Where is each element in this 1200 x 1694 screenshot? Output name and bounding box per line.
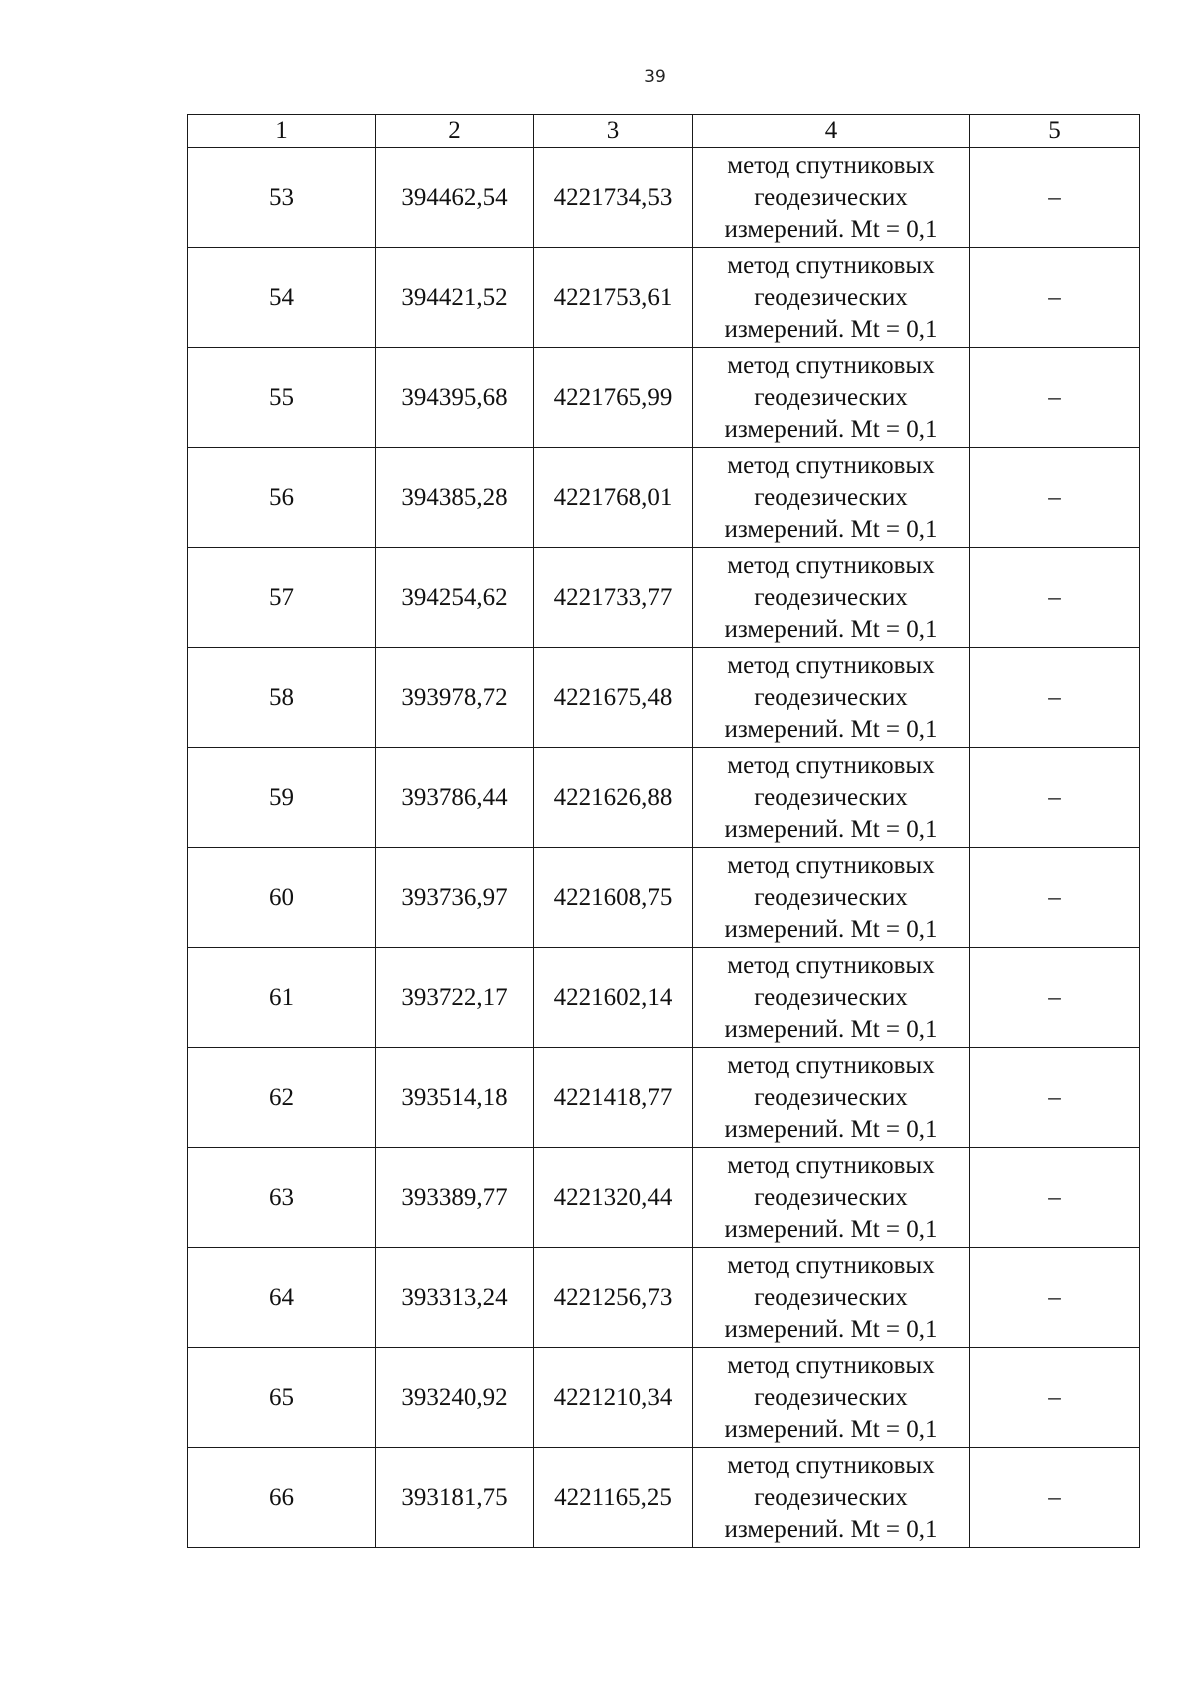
x-coordinate-cell: 393786,44 (376, 748, 534, 848)
method-line: метод спутниковых (727, 451, 935, 479)
y-coordinate-cell: 4221733,77 (534, 548, 693, 648)
method-line: метод спутниковых (727, 251, 935, 279)
point-number-cell: 66 (188, 1448, 376, 1548)
note-cell: – (970, 448, 1140, 548)
table-row (188, 848, 1140, 948)
table-row (188, 148, 1140, 248)
method-line: измерений. Mt = 0,1 (724, 1415, 938, 1443)
point-number-cell: 58 (188, 648, 376, 748)
method-line: метод спутниковых (727, 1251, 935, 1279)
method-cell (693, 748, 970, 848)
method-line: геодезических (754, 183, 908, 211)
method-line: геодезических (754, 1483, 908, 1511)
note-cell: – (970, 348, 1140, 448)
method-line: геодезических (754, 583, 908, 611)
x-coordinate-cell: 394254,62 (376, 548, 534, 648)
method-line: метод спутниковых (727, 751, 935, 779)
method-line: измерений. Mt = 0,1 (724, 515, 938, 543)
method-line: метод спутниковых (727, 1151, 935, 1179)
method-cell (693, 1248, 970, 1348)
table-header (188, 115, 1140, 148)
point-number-cell: 54 (188, 248, 376, 348)
header-col-5: 5 (970, 115, 1140, 148)
method-line: геодезических (754, 1283, 908, 1311)
page-number: 39 (644, 67, 666, 87)
point-number-cell: 53 (188, 148, 376, 248)
y-coordinate-cell: 4221753,61 (534, 248, 693, 348)
x-coordinate-cell: 394385,28 (376, 448, 534, 548)
point-number-cell: 59 (188, 748, 376, 848)
method-line: геодезических (754, 883, 908, 911)
note-cell: – (970, 1048, 1140, 1148)
y-coordinate-cell: 4221608,75 (534, 848, 693, 948)
method-line: геодезических (754, 1183, 908, 1211)
method-line: измерений. Mt = 0,1 (724, 215, 938, 243)
table-body (188, 148, 1140, 1548)
method-cell (693, 948, 970, 1048)
method-line: метод спутниковых (727, 851, 935, 879)
header-col-4: 4 (693, 115, 970, 148)
method-line: метод спутниковых (727, 1051, 935, 1079)
x-coordinate-cell: 393389,77 (376, 1148, 534, 1248)
y-coordinate-cell: 4221626,88 (534, 748, 693, 848)
method-line: метод спутниковых (727, 551, 935, 579)
method-line: геодезических (754, 283, 908, 311)
method-cell (693, 248, 970, 348)
x-coordinate-cell: 393736,97 (376, 848, 534, 948)
method-line: геодезических (754, 1383, 908, 1411)
note-cell: – (970, 1448, 1140, 1548)
x-coordinate-cell: 394421,52 (376, 248, 534, 348)
method-line: измерений. Mt = 0,1 (724, 415, 938, 443)
x-coordinate-cell: 393514,18 (376, 1048, 534, 1148)
y-coordinate-cell: 4221768,01 (534, 448, 693, 548)
method-cell (693, 1448, 970, 1548)
table-row (188, 348, 1140, 448)
method-cell (693, 348, 970, 448)
table-row (188, 648, 1140, 748)
point-number-cell: 64 (188, 1248, 376, 1348)
method-line: метод спутниковых (727, 951, 935, 979)
x-coordinate-cell: 393978,72 (376, 648, 534, 748)
point-number-cell: 56 (188, 448, 376, 548)
table-row (188, 1248, 1140, 1348)
point-number-cell: 61 (188, 948, 376, 1048)
point-number-cell: 55 (188, 348, 376, 448)
method-line: метод спутниковых (727, 1451, 935, 1479)
note-cell: – (970, 748, 1140, 848)
point-number-cell: 57 (188, 548, 376, 648)
method-line: геодезических (754, 1083, 908, 1111)
note-cell: – (970, 1148, 1140, 1248)
y-coordinate-cell: 4221256,73 (534, 1248, 693, 1348)
method-line: метод спутниковых (727, 351, 935, 379)
y-coordinate-cell: 4221320,44 (534, 1148, 693, 1248)
y-coordinate-cell: 4221602,14 (534, 948, 693, 1048)
method-cell (693, 448, 970, 548)
table-row (188, 548, 1140, 648)
table-row (188, 248, 1140, 348)
method-cell (693, 1048, 970, 1148)
method-line: измерений. Mt = 0,1 (724, 1315, 938, 1343)
table-row (188, 1148, 1140, 1248)
method-line: геодезических (754, 983, 908, 1011)
x-coordinate-cell: 394395,68 (376, 348, 534, 448)
header-col-2: 2 (376, 115, 534, 148)
method-cell (693, 1348, 970, 1448)
y-coordinate-cell: 4221165,25 (534, 1448, 693, 1548)
method-cell (693, 548, 970, 648)
table-row (188, 1348, 1140, 1448)
method-line: измерений. Mt = 0,1 (724, 815, 938, 843)
header-col-1: 1 (188, 115, 376, 148)
method-line: метод спутниковых (727, 651, 935, 679)
point-number-cell: 62 (188, 1048, 376, 1148)
header-col-3: 3 (534, 115, 693, 148)
point-number-cell: 65 (188, 1348, 376, 1448)
table-row (188, 748, 1140, 848)
method-line: измерений. Mt = 0,1 (724, 1215, 938, 1243)
method-line: метод спутниковых (727, 1351, 935, 1379)
y-coordinate-cell: 4221418,77 (534, 1048, 693, 1148)
method-line: геодезических (754, 683, 908, 711)
note-cell: – (970, 1348, 1140, 1448)
method-cell (693, 1148, 970, 1248)
note-cell: – (970, 548, 1140, 648)
point-number-cell: 60 (188, 848, 376, 948)
method-cell (693, 648, 970, 748)
method-line: измерений. Mt = 0,1 (724, 615, 938, 643)
method-line: измерений. Mt = 0,1 (724, 315, 938, 343)
coordinates-table (187, 114, 1140, 1548)
x-coordinate-cell: 393313,24 (376, 1248, 534, 1348)
method-line: геодезических (754, 483, 908, 511)
table-row (188, 1448, 1140, 1548)
y-coordinate-cell: 4221675,48 (534, 648, 693, 748)
x-coordinate-cell: 394462,54 (376, 148, 534, 248)
x-coordinate-cell: 393181,75 (376, 1448, 534, 1548)
table-row (188, 948, 1140, 1048)
table-row (188, 1048, 1140, 1148)
y-coordinate-cell: 4221765,99 (534, 348, 693, 448)
method-line: измерений. Mt = 0,1 (724, 915, 938, 943)
method-line: геодезических (754, 383, 908, 411)
method-line: измерений. Mt = 0,1 (724, 1515, 938, 1543)
method-line: измерений. Mt = 0,1 (724, 1115, 938, 1143)
point-number-cell: 63 (188, 1148, 376, 1248)
note-cell: – (970, 848, 1140, 948)
y-coordinate-cell: 4221210,34 (534, 1348, 693, 1448)
table-row (188, 448, 1140, 548)
method-line: измерений. Mt = 0,1 (724, 1015, 938, 1043)
method-line: геодезических (754, 783, 908, 811)
note-cell: – (970, 948, 1140, 1048)
note-cell: – (970, 648, 1140, 748)
method-line: измерений. Mt = 0,1 (724, 715, 938, 743)
method-cell (693, 848, 970, 948)
method-line: метод спутниковых (727, 151, 935, 179)
x-coordinate-cell: 393240,92 (376, 1348, 534, 1448)
method-cell (693, 148, 970, 248)
note-cell: – (970, 248, 1140, 348)
x-coordinate-cell: 393722,17 (376, 948, 534, 1048)
y-coordinate-cell: 4221734,53 (534, 148, 693, 248)
note-cell: – (970, 1248, 1140, 1348)
header-row (188, 115, 1140, 148)
note-cell: – (970, 148, 1140, 248)
